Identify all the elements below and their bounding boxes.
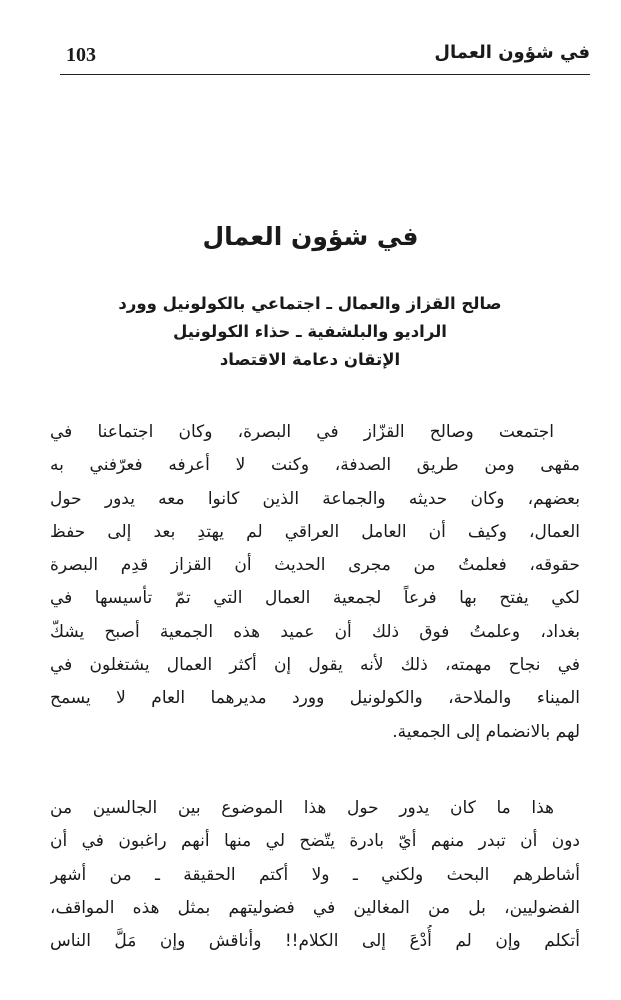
subtitle-line: الراديو والبلشفية ـ حذاء الكولونيل bbox=[173, 322, 447, 341]
text-line: لكي يفتح بها فرعاً لجمعية العمال التي تمّ تأسيسها في bbox=[50, 588, 580, 609]
text-line: الميناء والملاحة، والكولونيل وورد مديرهما العام لا يسمح bbox=[50, 688, 580, 709]
text-line: هذا ما كان يدور حول هذا الموضوع بين الجالسين من bbox=[50, 798, 554, 818]
text-line: بعضهم، وكان حديثه والجماعة الذين كانوا معه يدور حول bbox=[50, 488, 580, 509]
text-line: الفضوليين، بل من المغالين في فضوليتهم بمثل هذه المواقف، bbox=[50, 897, 580, 918]
chapter-title: في شؤون العمال bbox=[202, 222, 419, 251]
text-line: في نجاح مهمته، ذلك لأنه يقول إن أكثر العمال يشتغلون في bbox=[50, 655, 580, 676]
text-line: بغداد، وعلمتُ فوق ذلك أن عميد هذه الجمعية أصبح يشكّ bbox=[50, 621, 580, 642]
page-header bbox=[60, 34, 590, 75]
text-line: العمال، وكيف أن العامل العراقي لم يهتدِ بعد إلى حفظ bbox=[50, 521, 580, 542]
chapter-subtitle bbox=[40, 290, 580, 374]
text-line: دون أن تبدر منهم أيّ بادرة يتّضح لي منها أنهم راغبون في أن bbox=[50, 831, 580, 852]
text-line: اجتمعت وصالح القزّاز في البصرة، وكان اجتماعنا في bbox=[50, 422, 554, 442]
paragraph-1 bbox=[50, 416, 580, 749]
text-line: مقهى ومن طريق الصدفة، وكنت لا أعرفه فعرّفني به bbox=[50, 455, 580, 476]
text-line: لهم بالانضمام إلى الجمعية. bbox=[392, 721, 580, 742]
subtitle-line: صالح القزاز والعمال ـ اجتماعي بالكولونيل وورد bbox=[118, 294, 502, 313]
page-number: 103 bbox=[66, 44, 96, 66]
subtitle-line: الإتقان دعامة الاقتصاد bbox=[219, 350, 401, 369]
text-line: أتكلم وإن لم أُدْعَ إلى الكلام!! وأناقش وإن مَلَّ الناس bbox=[50, 931, 580, 952]
text-line: أشاطرهم البحث ولكني ـ ولا أكتم الحقيقة ـ من أشهر bbox=[50, 864, 580, 885]
paragraph-2 bbox=[50, 792, 580, 958]
running-head: في شؤون العمال bbox=[434, 42, 590, 63]
text-line: حقوقه، فعلمتُ من مجرى الحديث أن القزاز قدِم البصرة bbox=[50, 555, 580, 576]
